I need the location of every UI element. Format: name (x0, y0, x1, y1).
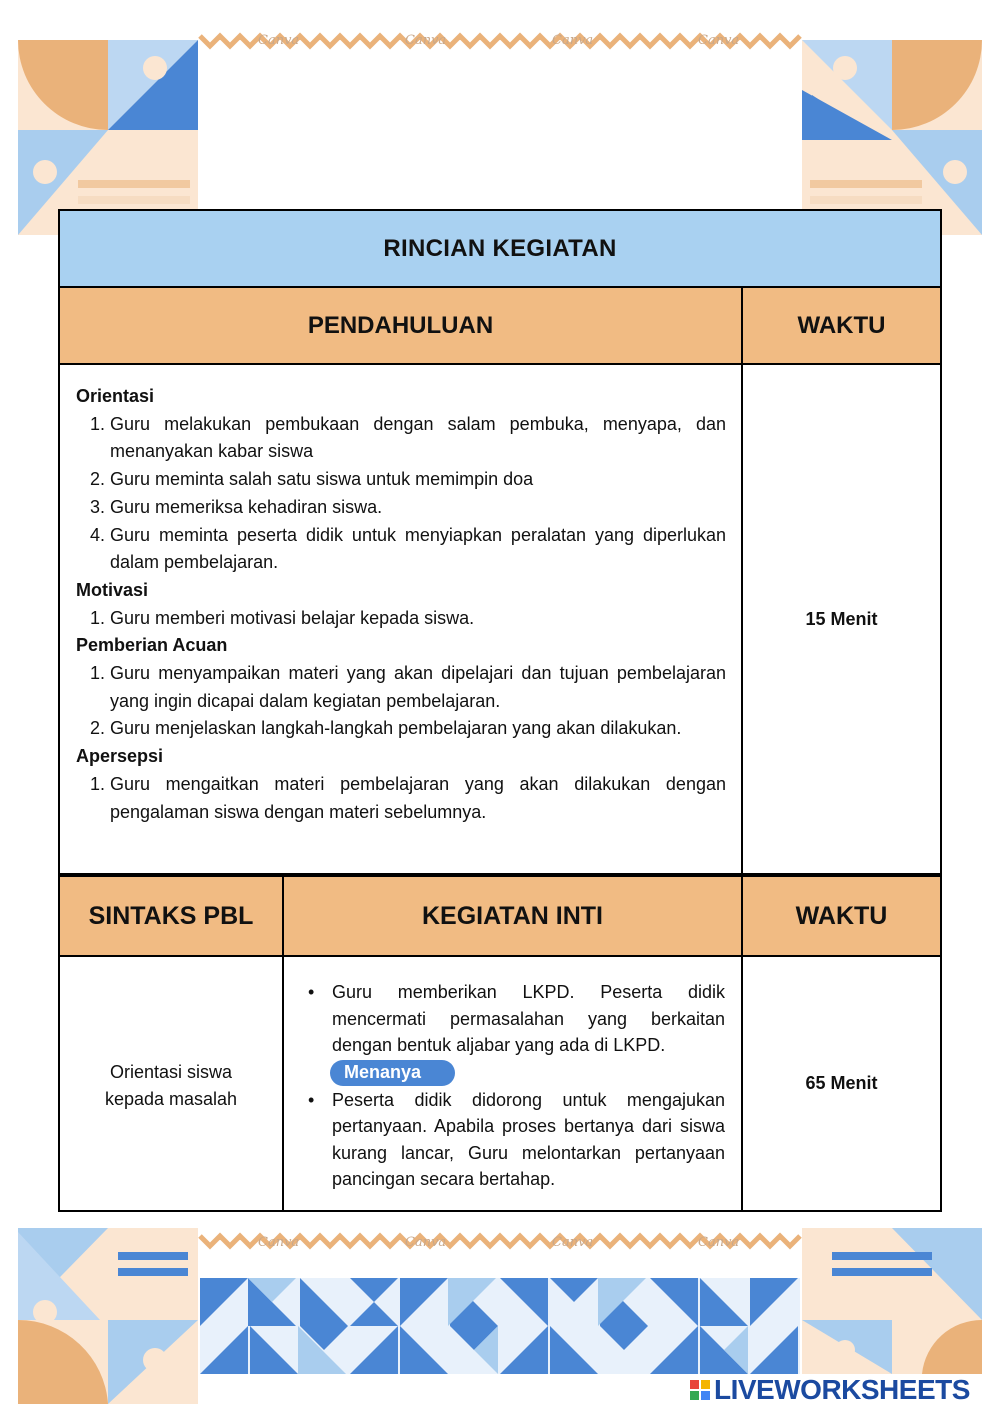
apperception-list (76, 771, 726, 826)
core-activity-header: KEGIATAN INTI (282, 877, 741, 955)
bottom-right-ornament (802, 1228, 982, 1374)
intro-body-row (60, 363, 940, 873)
item-text: Guru menjelaskan langkah-langkah pembelajaran yang akan dilakukan. (110, 718, 682, 739)
activity-table (58, 209, 942, 1212)
bullet: • (308, 1089, 315, 1110)
logo-icon (690, 1380, 710, 1400)
watermark-text: Canva (258, 33, 300, 48)
bottom-left-ornament (18, 1228, 198, 1404)
orientation-list (76, 411, 726, 577)
item-text: Guru meminta salah satu siswa untuk memimpin doa (110, 469, 534, 490)
watermark-text: Canva (552, 33, 594, 48)
reference-list (76, 660, 726, 743)
list-item (302, 979, 725, 1059)
item-number: 4. (90, 524, 106, 545)
syntax-cell (60, 957, 282, 1210)
top-right-ornament (802, 40, 982, 235)
item-text: Guru meminta peserta didik untuk menyiapkan peralatan yang diperlukan dalam pembelajaran. (110, 524, 726, 573)
time-header: WAKTU (741, 288, 940, 363)
list-item (76, 411, 726, 466)
bottom-tile-band (200, 1278, 800, 1374)
list-item (76, 494, 726, 522)
intro-header: PENDAHULUAN (60, 288, 741, 363)
table-title: RINCIAN KEGIATAN (60, 211, 940, 286)
item-text: Guru melakukan pembukaan dengan salam pembuka, menyapa, dan menanyakan kabar siswa (110, 413, 726, 462)
list-item (302, 1087, 725, 1193)
item-text: Guru memberikan LKPD. Peserta didik mencermati permasalahan yang berkaitan dengan bentuk aljabar yang ada di LKPD. (332, 982, 725, 1055)
item-text: Guru mengaitkan materi pembelajaran yang akan dilakukan dengan pengalaman siswa dengan materi sebelumnya. (110, 773, 726, 822)
item-number: 2. (90, 718, 106, 739)
list-item (76, 522, 726, 577)
bullet: • (308, 982, 315, 1002)
item-text: Guru memeriksa kehadiran siswa. (110, 496, 383, 517)
item-number: 1. (90, 663, 106, 684)
item-text: Guru memberi motivasi belajar kepada siswa. (110, 607, 475, 628)
watermark-text: Canva (552, 1235, 594, 1250)
time-header: WAKTU (741, 877, 940, 955)
core-body-row (60, 955, 940, 1210)
item-text: Guru menyampaikan materi yang akan dipelajari dan tujuan pembelajaran yang ingin dicapai dalam kegiatan pembelajaran. (110, 663, 726, 711)
watermark-text: Canva (698, 1235, 740, 1250)
motivation-list (76, 605, 726, 633)
item-number: 2. (90, 469, 106, 490)
section-heading: Pemberian Acuan (76, 635, 228, 656)
core-activity-list (302, 979, 725, 1059)
section-heading: Orientasi (76, 386, 155, 406)
syntax-header: SINTAKS PBL (60, 877, 282, 955)
brand-name: LIVEWORKSHEETS (714, 1374, 970, 1405)
intro-content (60, 365, 741, 873)
section-heading: Motivasi (76, 579, 149, 600)
core-header-row (60, 873, 940, 955)
menanya-label: Menanya (330, 1060, 455, 1086)
item-number: 3. (90, 496, 106, 517)
list-item (76, 771, 726, 826)
item-text: Peserta didik didorong untuk mengajukan pertanyaan. Apabila proses bertanya dari siswa kurang lancar, Guru melontarkan pertanyaan pancingan secara bertahap. (332, 1089, 725, 1189)
intro-time: 15 Menit (741, 365, 940, 873)
watermark-text: Canva (258, 1235, 300, 1250)
list-item (76, 466, 726, 494)
watermark-text: Canva (405, 1235, 447, 1250)
top-left-ornament (18, 40, 198, 235)
core-activity-list (302, 1087, 725, 1193)
watermark-text: Canva (698, 33, 740, 48)
item-number: 1. (90, 773, 106, 794)
core-activity-cell (282, 957, 741, 1210)
item-number: 1. (90, 607, 106, 628)
watermark-text: Canva (405, 33, 447, 48)
list-item (76, 660, 726, 715)
core-time: 65 Menit (741, 957, 940, 1210)
intro-header-row (60, 286, 940, 363)
item-number: 1. (90, 413, 106, 434)
syntax-text: Orientasi siswa kepada masalah (104, 1061, 238, 1109)
section-heading: Apersepsi (76, 746, 164, 767)
liveworksheets-logo[interactable] (690, 1374, 970, 1406)
list-item (76, 605, 726, 633)
list-item (76, 715, 726, 743)
